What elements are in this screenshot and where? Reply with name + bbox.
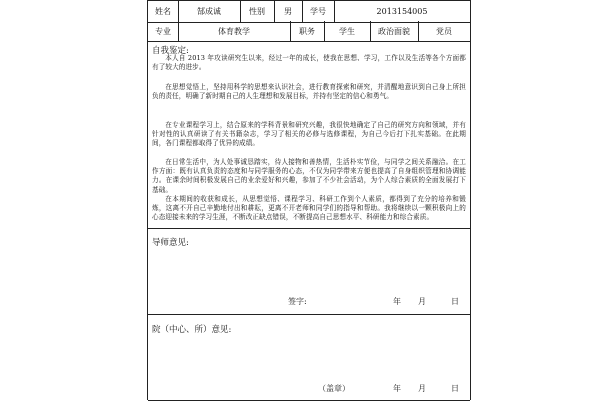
gender-value: 男 bbox=[274, 1, 303, 22]
political-label: 政治面貌 bbox=[370, 21, 419, 41]
major-label: 专业 bbox=[148, 21, 179, 41]
student-id-label: 学号 bbox=[302, 1, 335, 22]
advisor-opinion-title: 导师意见: bbox=[152, 238, 189, 248]
info-row bbox=[148, 21, 470, 42]
self-assessment-paragraph-5: 在本期间的收获和成长，从思想觉悟、课程学习、科研工作到个人素质，都得到了充分的培养和锻炼，这离不开自己辛勤地付出和耕耘，更离不开老师和同学们的指导和帮助。我将继续以一颗积极向上的心态迎接未来的学习生涯，不断改正缺点错误，不断提高自己思想水平、科研能力和综合素质。 bbox=[152, 195, 466, 222]
self-assessment-title: 自我鉴定: bbox=[152, 46, 189, 56]
evaluation-form bbox=[147, 0, 471, 400]
college-opinion-title: 院（中心、所）意见: bbox=[152, 325, 232, 335]
advisor-year-label: 年 bbox=[393, 297, 401, 306]
college-opinion-section bbox=[148, 314, 470, 401]
position-label: 职务 bbox=[290, 21, 325, 41]
advisor-signature-label: 签字: bbox=[288, 297, 307, 306]
college-seal-label: （盖章） bbox=[318, 384, 350, 393]
gender-label: 性别 bbox=[240, 1, 275, 22]
advisor-month-label: 月 bbox=[418, 297, 426, 306]
position-value: 学生 bbox=[324, 21, 371, 41]
self-assessment-paragraph-2: 在思想觉悟上，坚持用科学的思想来认识社会，进行教育探索和研究，并清醒地意识到自己身上所担负的责任，明确了新时期自己的人生理想和发展目标，并持有坚定的信心和勇气。 bbox=[152, 83, 466, 101]
header-row bbox=[148, 0, 470, 23]
political-value: 党员 bbox=[436, 26, 452, 36]
advisor-opinion-section bbox=[148, 228, 470, 315]
name-label: 姓名 bbox=[148, 1, 179, 22]
advisor-day-label: 日 bbox=[451, 297, 459, 306]
college-day-label: 日 bbox=[451, 384, 459, 393]
self-assessment-paragraph-1: 本人自 2013 年攻读研究生以来，经过一年的成长，使我在思想、学习，工作以及生活等各个方面都有了较大的进步。 bbox=[152, 54, 466, 72]
self-assessment-paragraph-4: 在日常生活中，为人处事诚恳踏实，待人接物和善热情，生活朴实节俭，与同学之间关系融洽。在工作方面：既有认真负责的态度和与同学服务的心态，不仅为同学带来方便也提高了自身组织管理和协调能力。在课余时间积极发展自己的业余爱好和兴趣，参加了不少社会活动，为个人综合素质的全面发展打下基础。 bbox=[152, 158, 466, 194]
name-value: 郜成诚 bbox=[178, 1, 241, 22]
major-value: 体育教学 bbox=[178, 21, 291, 41]
college-year-label: 年 bbox=[393, 384, 401, 393]
college-month-label: 月 bbox=[418, 384, 426, 393]
self-assessment-section bbox=[148, 41, 470, 229]
self-assessment-paragraph-3: 在专业课程学习上，结合原来的学科背景和研究兴趣，我很快地确定了自己的研究方向和领域，并有针对性的认真研读了有关书籍杂志，学习了相关的必修与选修课程，为自己今后打下扎实基础。在此期间，各门课程都取得了优异的成绩。 bbox=[152, 121, 466, 148]
student-id-value: 2013154005 bbox=[376, 7, 428, 16]
